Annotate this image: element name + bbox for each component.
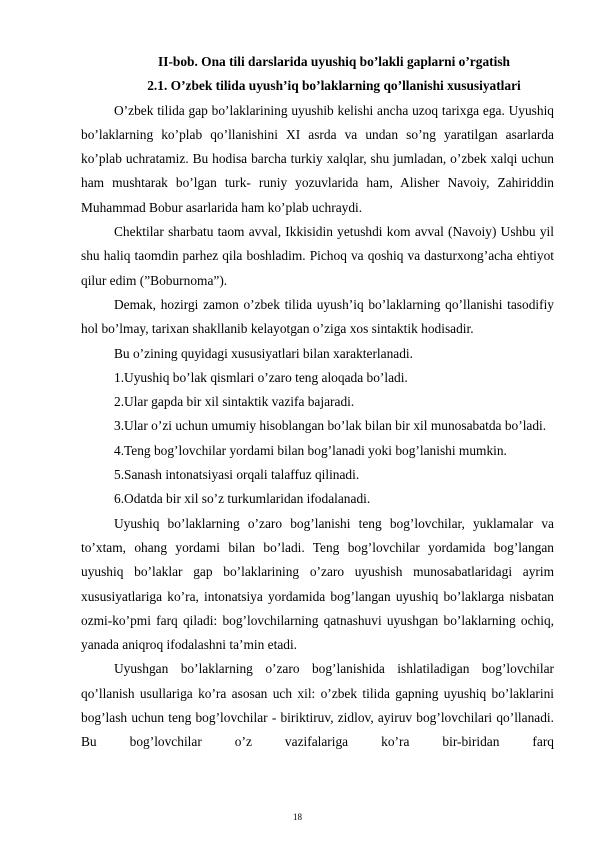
list-item: 3.Ular o’zi uchun umumiy hisoblangan bo’lak bilan bir xil munosabatda bo’ladi. [114,418,547,434]
section-heading: 2.1. O’zbek tilida uyush’iq bo’laklarning qo’llanishi xususiyatlari [147,78,521,94]
page-number: 18 [293,812,302,822]
list-item: 4.Teng bog’lovchilar yordami bilan bog’lanadi yoki bog’lanishi mumkin. [114,442,507,458]
paragraph: Demak, hozirgi zamon o’zbek tilida uyush’iq bo’laklarning qo’llanishi tasodifiy hol bo’lmay, tarixan shakllanib kelayotgan o’ziga xos sintaktik hodisadir. [81,296,554,337]
list-item: 2.Ular gapda bir xil sintaktik vazifa bajaradi. [114,394,355,410]
paragraph: Uyushgan bo’laklarning o’zaro bog’lanishida ishlatiladigan bog’lovchilar qo’llanish usullariga ko’ra asosan uch xil: o’zbek tilida gapning uyushiq bo’laklarini bog’lash uchun teng bog’lovchilar - biriktiruv, zidlov, ayiruv bog’lovchilari qo’llanadi. Bu bog’lovchilar o’z vazifalariga ko’ra bir-biridan farq [81,661,554,750]
paragraph: Chektilar sharbatu taom avval, Ikkisidin yetushdi kom avval (Navoiy) Ushbu yil shu haliq taomdin parhez qila boshladim. Pichoq va qoshiq va dasturxong’acha ehtiyot qilur edim (”Boburnoma”). [81,224,554,288]
chapter-heading: II-bob. Ona tili darslarida uyushiq bo’lakli gaplarni o’rgatish [158,54,510,69]
list-item: 5.Sanash intonatsiyasi orqali talaffuz qilinadi. [114,467,360,483]
paragraph: O’zbek tilida gap bo’laklarining uyushib kelishi ancha uzoq tarixga ega. Uyushiq bo’laklarning ko’plab qo’llanishini XI asrda va undan so’ng yaratilgan asarlarda ko’plab uchratamiz. Bu hodisa barcha turkiy xalqlar, shu jumladan, o’zbek xalqi uchun ham mushtarak bo’lgan turk- runiy yozuvlarida ham, Alisher Navoiy, Zahiriddin Muhammad Bobur asarlarida ham ko’plab uchraydi. [81,102,554,215]
paragraph: Uyushiq bo’laklarning o’zaro bog’lanishi teng bog’lovchilar, yuklamalar va to’xtam, ohang yordami bilan bo’ladi. Teng bog’lovchilar yordamida bog’langan uyushiq bo’laklar gap bo’laklarining o’zaro uyushish munosabatlaridagi ayrim xususiyatlariga ko’ra, intonatsiya yordamida bog’langan uyushiq bo’laklarga nisbatan ozmi-ko’pmi farq qiladi: bog’lovchilarning qatnashuvi uyushgan bo’laklarning ochiq, yanada aniqroq ifodalashni ta’min etadi. [81,515,554,653]
paragraph: Bu o’zining quyidagi xususiyatlari bilan xarakterlanadi. [114,345,413,361]
page-content [81,50,554,755]
list-item: 6.Odatda bir xil so’z turkumlaridan ifodalanadi. [114,491,371,507]
list-item: 1.Uyushiq bo’lak qismlari o’zaro teng aloqada bo’ladi. [114,369,408,385]
